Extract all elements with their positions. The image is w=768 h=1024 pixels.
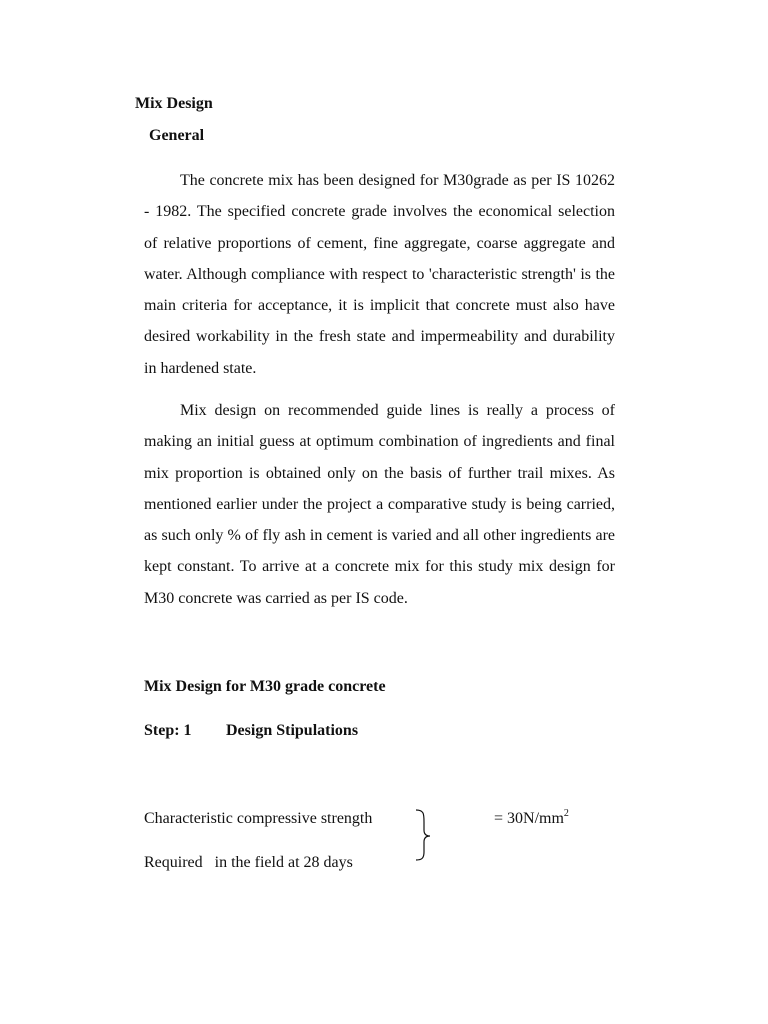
step-label: Step: 1 [144,722,192,739]
page-title: Mix Design [135,95,213,112]
step-title: Design Stipulations [226,722,359,739]
stipulation-value-text: = 30N/mm [494,810,564,827]
curly-brace-icon [414,808,434,864]
stipulation-label-line2: Required in the field at 28 days [144,854,353,871]
section-heading-m30: Mix Design for M30 grade concrete [144,678,386,695]
section-subtitle-general: General [149,127,205,144]
paragraph-intro: The concrete mix has been designed for M30grade as per IS 10262 - 1982. The specified concrete grade involves the economical selection of relative proportions of cement, fine aggregate, coarse aggregate and water. Although compliance with respect to 'characteristic strength' is the main criteria for acceptance, it is implicit that concrete must also have desired workability in the fresh state and impermeability and durability in hardened state. [144,172,615,377]
stipulation-label-line1: Characteristic compressive strength [144,810,373,827]
stipulation-value-superscript: 2 [563,808,569,819]
paragraph-mix-design-process: Mix design on recommended guide lines is really a process of making an initial guess at optimum combination of ingredients and final mix proportion is obtained only on the basis of further trail mixes. As mentioned earlier under the project a comparative study is being carried, as such only % of fly ash in cement is varied and all other ingredients are kept constant. To arrive at a concrete mix for this study mix design for M30 concrete was carried as per IS code. [144,402,615,607]
stipulation-value [494,808,569,830]
